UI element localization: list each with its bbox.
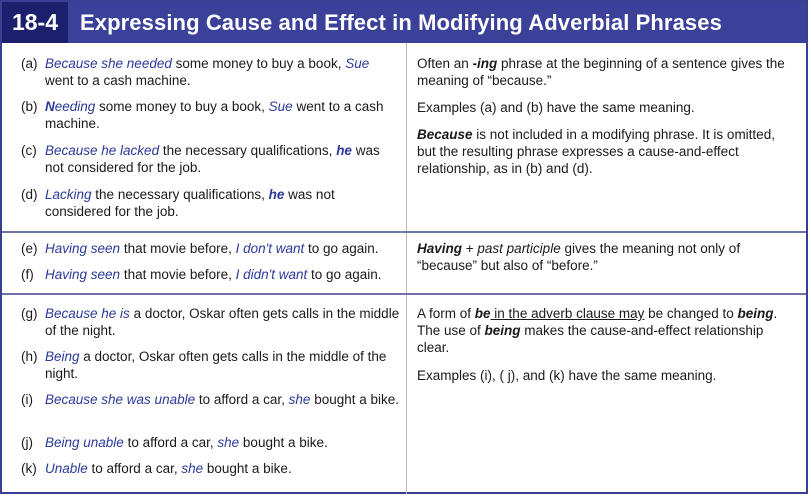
text-run: Examples (i), ( j), and (k) have the same meaning.	[417, 368, 717, 383]
chart-title: Expressing Cause and Effect in Modifying Adverbial Phrases	[80, 9, 722, 35]
example-label: (b)	[21, 99, 38, 114]
example-label: (k)	[21, 461, 37, 476]
text-run: be	[474, 306, 491, 321]
text-run: Sue	[345, 56, 370, 71]
text-run: she	[181, 461, 204, 476]
example-sentence	[45, 55, 401, 89]
text-run: she	[288, 392, 311, 407]
example-b	[21, 98, 401, 132]
text-run: was not considered for the job.	[45, 187, 335, 219]
column-divider	[406, 43, 407, 494]
text-run: being	[737, 306, 774, 321]
example-label: (f)	[21, 267, 34, 282]
text-run: Having seen	[45, 267, 121, 282]
example-j	[21, 434, 401, 451]
text-run: Because he lacked	[45, 143, 160, 158]
example-sentence	[45, 186, 401, 220]
explanation-paragraph	[417, 367, 797, 384]
chart-number: 18-4	[2, 2, 68, 43]
text-run: gives the meaning not only of “because” but also of “before.”	[417, 241, 741, 273]
text-run: A form of	[417, 306, 475, 321]
text-run: Lacking	[45, 187, 92, 202]
example-sentence	[45, 98, 401, 132]
text-run: Being unable	[45, 435, 124, 450]
example-label: (h)	[21, 349, 38, 364]
explanation-paragraph	[417, 305, 797, 356]
text-run: to afford a car,	[123, 435, 218, 450]
example-d	[21, 186, 401, 220]
explanation-paragraph	[417, 240, 797, 274]
chart-header	[2, 2, 806, 43]
text-run: Because	[417, 127, 473, 142]
text-run: to go again.	[307, 267, 382, 282]
example-a	[21, 55, 401, 89]
text-run: Examples (a) and (b) have the same meaning.	[417, 100, 695, 115]
example-sentence	[45, 348, 401, 382]
text-run: the necessary qualifications,	[159, 143, 337, 158]
text-run: past participle	[477, 241, 561, 256]
text-run: makes the cause-and-effect relationship clear.	[417, 323, 764, 355]
section-separator	[2, 293, 806, 295]
example-f	[21, 266, 401, 283]
text-run: -ing	[472, 56, 498, 71]
text-run: she	[217, 435, 240, 450]
example-label: (i)	[21, 392, 33, 407]
example-h	[21, 348, 401, 382]
text-run: some money to buy a book,	[171, 56, 346, 71]
example-sentence	[45, 142, 401, 176]
example-i	[21, 391, 401, 408]
text-run: to afford a car,	[195, 392, 289, 407]
text-run: I don't want	[235, 241, 305, 256]
text-run: I didn't want	[235, 267, 308, 282]
section-separator	[2, 231, 806, 233]
example-sentence	[45, 434, 401, 451]
text-run: be changed to	[644, 306, 738, 321]
example-label: (e)	[21, 241, 38, 256]
text-run: bought a bike.	[203, 461, 292, 476]
text-run: that movie before,	[120, 241, 236, 256]
explanation-paragraph	[417, 99, 797, 116]
text-run: bought a bike.	[310, 392, 400, 407]
text-run: Having	[417, 241, 463, 256]
example-g	[21, 305, 401, 339]
example-label: (g)	[21, 306, 38, 321]
text-run: that movie before,	[120, 267, 236, 282]
text-run: a doctor, Oskar often gets calls in the middle of the night.	[45, 306, 400, 338]
text-run: phrase at the beginning of a sentence gives the meaning of “because.”	[417, 56, 785, 88]
example-c	[21, 142, 401, 176]
text-run: he	[336, 143, 352, 158]
explanation-paragraph	[417, 126, 797, 177]
text-run: is not included in a modifying phrase. It is omitted, but the resulting phrase expresses a cause-and-effect relationship, as in (b) and (d).	[417, 127, 775, 176]
text-run: Because he is	[45, 306, 130, 321]
explanation-paragraph	[417, 55, 797, 89]
example-k	[21, 460, 401, 477]
text-run: he	[268, 187, 285, 202]
text-run: Unable	[45, 461, 88, 476]
example-label: (d)	[21, 187, 38, 202]
example-sentence	[45, 266, 401, 283]
text-run: being	[484, 323, 521, 338]
example-sentence	[45, 305, 401, 339]
text-run: went to a cash machine.	[45, 99, 384, 131]
example-sentence	[45, 391, 401, 408]
text-run: Because she needed	[45, 56, 172, 71]
text-run: +	[462, 241, 478, 256]
text-run: eeding	[54, 99, 96, 114]
text-run: Often an	[417, 56, 473, 71]
text-run: Because she was unable	[45, 392, 196, 407]
example-label: (c)	[21, 143, 37, 158]
text-run: Having seen	[45, 241, 121, 256]
text-run: Being	[45, 349, 80, 364]
text-run: the necessary qualifications,	[91, 187, 269, 202]
example-label: (a)	[21, 56, 38, 71]
text-run: . The use of	[417, 306, 778, 338]
text-run: to afford a car,	[87, 461, 182, 476]
example-label: (j)	[21, 435, 33, 450]
text-run: was not considered for the job.	[45, 143, 380, 175]
text-run: went to a cash machine.	[45, 73, 191, 88]
example-e	[21, 240, 401, 257]
text-run: N	[45, 99, 55, 114]
text-run: to go again.	[304, 241, 379, 256]
text-run: Sue	[268, 99, 293, 114]
text-run: a doctor, Oskar often gets calls in the middle of the night.	[45, 349, 387, 381]
example-sentence	[45, 460, 401, 477]
text-run: in the adverb clause may	[490, 306, 645, 321]
example-sentence	[45, 240, 401, 257]
text-run: some money to buy a book,	[95, 99, 269, 114]
text-run: bought a bike.	[239, 435, 328, 450]
